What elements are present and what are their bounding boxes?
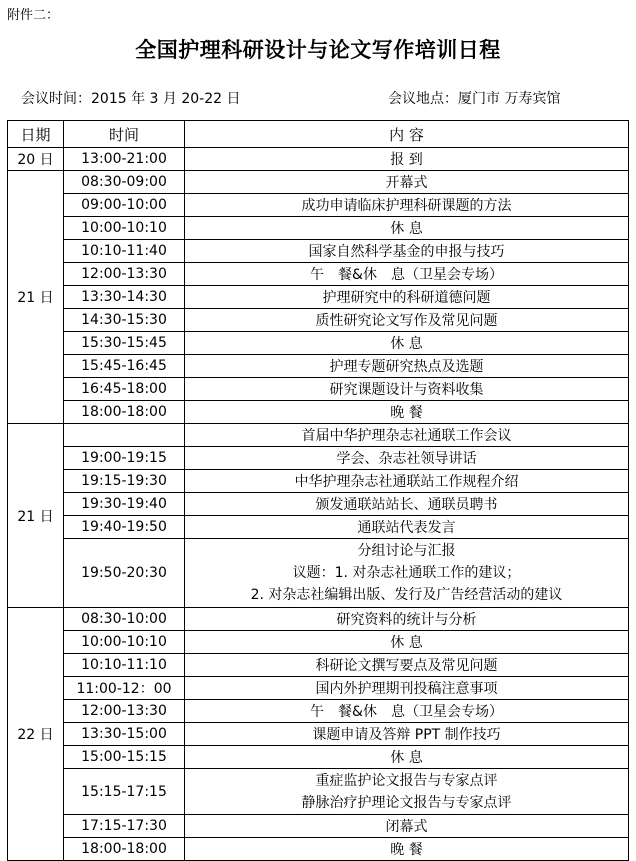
page-title: 全国护理科研设计与论文写作培训日程 <box>135 38 501 62</box>
table-row <box>8 194 629 217</box>
table-row <box>8 838 629 861</box>
content-cell: 休 息 <box>185 332 629 355</box>
content-cell: 晚 餐 <box>185 838 629 861</box>
table-row <box>8 815 629 838</box>
header-date: 日期 <box>8 121 64 148</box>
table-row <box>8 631 629 654</box>
content-cell: 护理专题研究热点及选题 <box>185 355 629 378</box>
content-cell: 午 餐&休 息（卫星会专场） <box>185 700 629 723</box>
content-cell: 课题申请及答辩 PPT 制作技巧 <box>185 723 629 746</box>
content-cell: 护理研究中的科研道德问题 <box>185 286 629 309</box>
content-cell: 休 息 <box>185 746 629 769</box>
content-line: 议题：1. 对杂志社通联工作的建议； <box>292 565 521 581</box>
table-row <box>8 447 629 470</box>
table-row <box>8 723 629 746</box>
time-cell: 10:00-10:10 <box>64 631 185 654</box>
date-cell: 22 日 <box>8 608 64 861</box>
table-row <box>8 171 629 194</box>
date-cell: 21 日 <box>8 424 64 608</box>
content-cell: 研究资料的统计与分析 <box>185 608 629 631</box>
time-cell: 14:30-15:30 <box>64 309 185 332</box>
content-cell: 晚 餐 <box>185 401 629 424</box>
time-cell: 10:10-11:10 <box>64 654 185 677</box>
time-cell: 13:00-21:00 <box>64 148 185 171</box>
content-cell-paper-reports <box>185 769 629 815</box>
content-cell: 质性研究论文写作及常见问题 <box>185 309 629 332</box>
content-cell: 研究课题设计与资料收集 <box>185 378 629 401</box>
table-row <box>8 217 629 240</box>
time-cell: 11:00-12：00 <box>64 677 185 700</box>
table-row <box>8 470 629 493</box>
time-cell: 15:00-15:15 <box>64 746 185 769</box>
time-cell: 13:30-15:00 <box>64 723 185 746</box>
content-cell: 通联站代表发言 <box>185 516 629 539</box>
content-cell: 学会、杂志社领导讲话 <box>185 447 629 470</box>
content-cell-group-discussion <box>185 539 629 608</box>
time-cell: 17:15-17:30 <box>64 815 185 838</box>
table-row <box>8 332 629 355</box>
table-row <box>8 654 629 677</box>
table-row <box>8 263 629 286</box>
content-cell: 休 息 <box>185 631 629 654</box>
time-cell: 19:40-19:50 <box>64 516 185 539</box>
table-row <box>8 309 629 332</box>
meeting-time: 会议时间：2015 年 3 月 20-22 日 <box>21 91 241 107</box>
table-row <box>8 769 629 815</box>
time-cell: 19:00-19:15 <box>64 447 185 470</box>
time-cell: 12:00-13:30 <box>64 263 185 286</box>
time-cell: 19:50-20:30 <box>64 539 185 608</box>
time-cell: 08:30-09:00 <box>64 171 185 194</box>
content-cell: 国家自然科学基金的申报与技巧 <box>185 240 629 263</box>
table-row <box>8 240 629 263</box>
time-cell: 19:30-19:40 <box>64 493 185 516</box>
content-cell: 闭幕式 <box>185 815 629 838</box>
table-row <box>8 401 629 424</box>
time-cell: 15:45-16:45 <box>64 355 185 378</box>
date-cell: 20 日 <box>8 148 64 171</box>
content-line: 静脉治疗护理论文报告与专家点评 <box>301 794 512 811</box>
table-row <box>8 677 629 700</box>
table-row <box>8 493 629 516</box>
time-cell: 16:45-18:00 <box>64 378 185 401</box>
content-cell: 国内外护理期刊投稿注意事项 <box>185 677 629 700</box>
table-row <box>8 355 629 378</box>
schedule-table <box>7 120 629 861</box>
table-row <box>8 286 629 309</box>
header-time: 时间 <box>64 121 185 148</box>
time-cell: 09:00-10:00 <box>64 194 185 217</box>
time-cell: 15:15-17:15 <box>64 769 185 815</box>
content-cell: 开幕式 <box>185 171 629 194</box>
header-content: 内 容 <box>185 121 629 148</box>
date-cell: 21 日 <box>8 171 64 424</box>
table-row <box>8 746 629 769</box>
attachment-label: 附件二： <box>7 8 60 23</box>
table-header-row <box>8 121 629 148</box>
time-cell: 10:00-10:10 <box>64 217 185 240</box>
table-row <box>8 539 629 608</box>
content-cell: 休 息 <box>185 217 629 240</box>
meeting-place: 会议地点：厦门市 万寿宾馆 <box>388 91 561 107</box>
time-cell: 12:00-13:30 <box>64 700 185 723</box>
time-cell: 19:15-19:30 <box>64 470 185 493</box>
content-cell: 午 餐&休 息（卫星会专场） <box>185 263 629 286</box>
content-cell: 报 到 <box>185 148 629 171</box>
table-row <box>8 148 629 171</box>
time-cell: 08:30-10:00 <box>64 608 185 631</box>
content-cell: 成功申请临床护理科研课题的方法 <box>185 194 629 217</box>
content-cell: 颁发通联站站长、通联员聘书 <box>185 493 629 516</box>
content-cell: 中华护理杂志社通联站工作规程介绍 <box>185 470 629 493</box>
table-row <box>8 608 629 631</box>
time-cell: 18:00-18:00 <box>64 838 185 861</box>
content-line: 2. 对杂志社编辑出版、发行及广告经营活动的建议 <box>250 587 563 603</box>
time-cell: 13:30-14:30 <box>64 286 185 309</box>
time-cell: 10:10-11:40 <box>64 240 185 263</box>
table-row <box>8 516 629 539</box>
content-cell: 首届中华护理杂志社通联工作会议 <box>185 424 629 447</box>
content-line: 分组讨论与汇报 <box>357 543 456 559</box>
time-cell <box>64 424 185 447</box>
time-cell: 18:00-18:00 <box>64 401 185 424</box>
content-line: 重症监护论文报告与专家点评 <box>315 772 498 789</box>
table-row <box>8 378 629 401</box>
time-cell: 15:30-15:45 <box>64 332 185 355</box>
content-cell: 科研论文撰写要点及常见问题 <box>185 654 629 677</box>
table-row <box>8 424 629 447</box>
table-row <box>8 700 629 723</box>
